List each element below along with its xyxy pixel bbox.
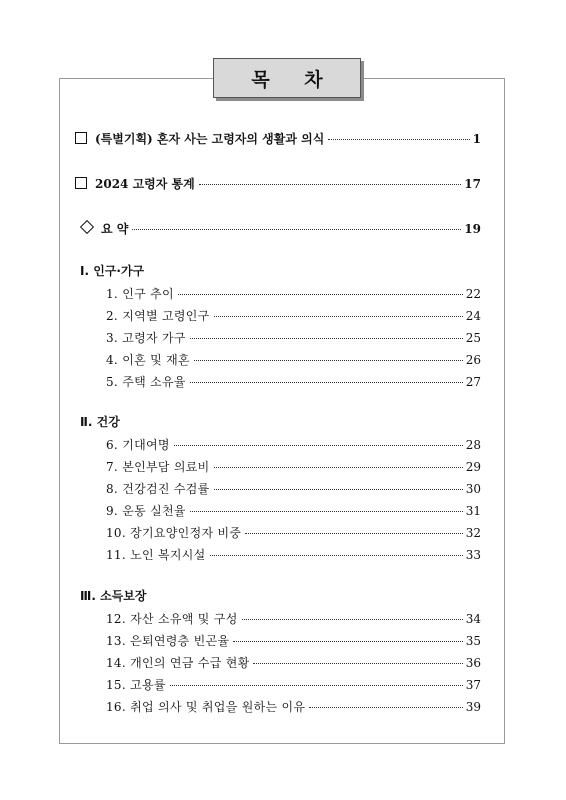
leader-dots xyxy=(170,685,463,686)
toc-entry-summary[interactable]: 요 약 19 xyxy=(80,220,481,238)
leader-dots xyxy=(174,445,463,446)
diamond-icon xyxy=(80,220,94,234)
checkbox-square-icon xyxy=(75,132,87,144)
toc-title: 목 차 xyxy=(213,58,361,98)
leader-dots xyxy=(253,663,462,664)
leader-dots xyxy=(214,316,463,317)
toc-item[interactable]: 11. 노인 복지시설 33 xyxy=(106,548,481,562)
toc-item[interactable]: 13. 은퇴연령층 빈곤율 35 xyxy=(106,634,481,648)
checkbox-square-icon xyxy=(75,177,87,189)
toc-item[interactable]: 6. 기대여명 28 xyxy=(106,438,481,452)
leader-dots xyxy=(214,489,463,490)
leader-dots xyxy=(190,511,463,512)
toc-item[interactable]: 1. 인구 추이 22 xyxy=(106,287,481,301)
toc-item[interactable]: 10. 장기요양인정자 비중 32 xyxy=(106,526,481,540)
leader-dots xyxy=(190,382,463,383)
toc-item[interactable]: 7. 본인부담 의료비 29 xyxy=(106,460,481,474)
leader-dots xyxy=(132,229,461,230)
leader-dots xyxy=(328,139,469,140)
toc-item[interactable]: 9. 운동 실천율 31 xyxy=(106,504,481,518)
leader-dots xyxy=(210,555,463,556)
section-heading-health: Ⅱ. 건강 xyxy=(80,415,120,429)
toc-item[interactable]: 15. 고용률 37 xyxy=(106,678,481,692)
leader-dots xyxy=(178,294,463,295)
leader-dots xyxy=(233,641,462,642)
toc-entry-statistics[interactable]: 2024 고령자 통계 17 xyxy=(75,175,481,193)
toc-item[interactable]: 14. 개인의 연금 수급 현황 36 xyxy=(106,656,481,670)
leader-dots xyxy=(214,467,463,468)
toc-item[interactable]: 5. 주택 소유율 27 xyxy=(106,375,481,389)
toc-entry-special-feature[interactable]: (특별기획) 혼자 사는 고령자의 생활과 의식 1 xyxy=(75,130,481,148)
toc-item[interactable]: 16. 취업 의사 및 취업을 원하는 이유 39 xyxy=(106,700,481,714)
leader-dots xyxy=(242,619,463,620)
leader-dots xyxy=(309,707,462,708)
section-heading-population: Ⅰ. 인구·가구 xyxy=(80,264,145,278)
toc-item[interactable]: 12. 자산 소유액 및 구성 34 xyxy=(106,612,481,626)
toc-item[interactable]: 3. 고령자 가구 25 xyxy=(106,331,481,345)
leader-dots xyxy=(194,360,463,361)
toc-item[interactable]: 2. 지역별 고령인구 24 xyxy=(106,309,481,323)
section-heading-income: Ⅲ. 소득보장 xyxy=(80,589,147,603)
toc-item[interactable]: 8. 건강검진 수검률 30 xyxy=(106,482,481,496)
leader-dots xyxy=(199,184,462,185)
toc-item[interactable]: 4. 이혼 및 재혼 26 xyxy=(106,353,481,367)
leader-dots xyxy=(190,338,463,339)
leader-dots xyxy=(245,533,462,534)
